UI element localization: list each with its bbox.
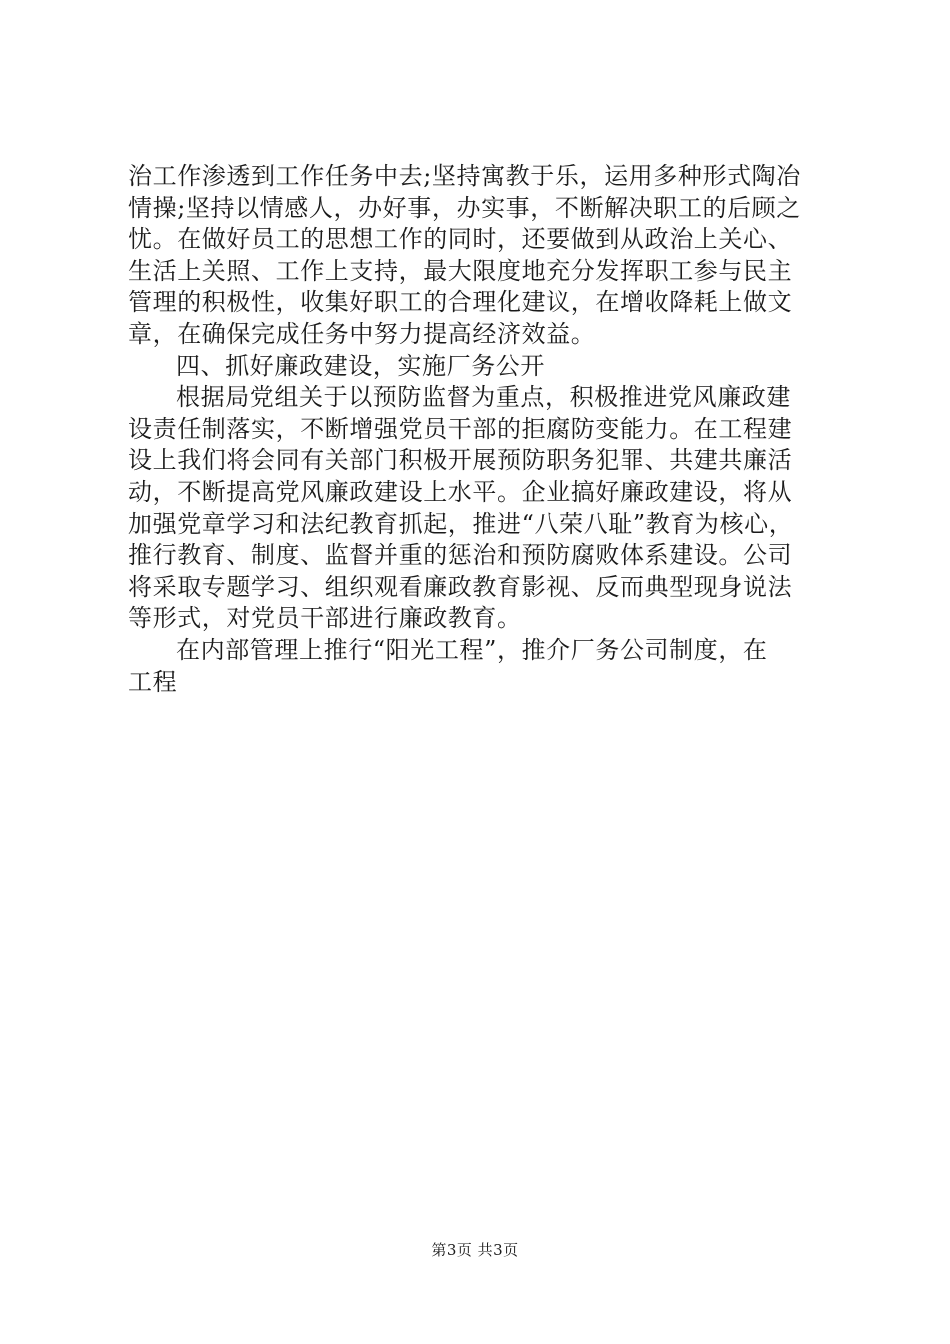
body-line: 忧。在做好员工的思想工作的同时，还要做到从政治上关心、 <box>128 225 793 254</box>
body-line: 设上我们将会同有关部门积极开展预防职务犯罪、共建共廉活 <box>128 446 793 475</box>
body-line: 章，在确保完成任务中努力提高经济效益。 <box>128 319 596 348</box>
body-line: 生活上关照、工作上支持，最大限度地充分发挥职工参与民主 <box>128 256 793 285</box>
body-line: 治工作渗透到工作任务中去;坚持寓教于乐，运用多种形式陶冶 <box>128 162 801 190</box>
body-line: 管理的积极性，收集好职工的合理化建议，在增收降耗上做文 <box>128 288 793 317</box>
body-line: 在内部管理上推行“阳光工程”，推介厂务公司制度，在 <box>176 635 768 664</box>
body-line: 设责任制落实，不断增强党员干部的拒腐防变能力。在工程建 <box>128 414 793 443</box>
document-body <box>128 161 840 698</box>
body-line: 动，不断提高党风廉政建设上水平。企业搞好廉政建设，将从 <box>128 477 793 506</box>
body-line: 加强党章学习和法纪教育抓起，推进“八荣八耻”教育为核心， <box>128 509 794 538</box>
body-line: 根据局党组关于以预防监督为重点，积极推进党风廉政建 <box>176 383 791 412</box>
page-footer: 第3页 共3页 <box>431 1241 519 1259</box>
body-line: 将采取专题学习、组织观看廉政教育影视、反而典型现身说法 <box>128 572 793 601</box>
body-line: 情操;坚持以情感人，办好事，办实事，不断解决职工的后顾之 <box>128 193 801 222</box>
body-line: 等形式，对党员干部进行廉政教育。 <box>128 604 522 633</box>
body-line: 工程 <box>128 667 178 696</box>
body-line: 推行教育、制度、监督并重的惩治和预防腐败体系建设。公司 <box>128 541 793 570</box>
section-heading: 四、抓好廉政建设，实施厂务公开 <box>176 351 545 380</box>
